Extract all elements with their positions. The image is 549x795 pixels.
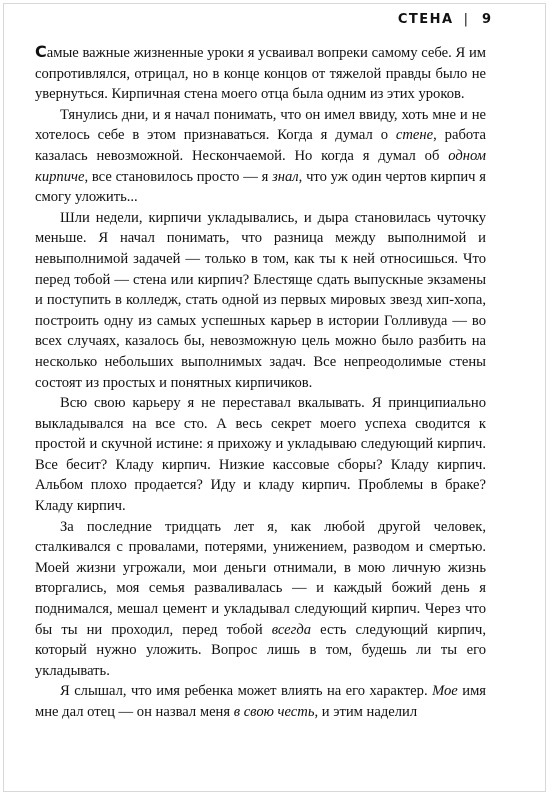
text-run: есть следующий кирпич, который нужно уложить. Вопрос лишь в том, будешь ли ты его укладывать. [35,621,486,679]
paragraph [35,208,486,393]
text-run: , что уж один чертов кирпич я смогу уложить... [35,168,487,206]
emphasis: Мое [432,683,458,700]
emphasis: в свою честь [233,704,315,720]
emphasis: знал [272,168,299,185]
text-run: , и этим наделил [314,704,418,720]
text-run: Всю свою карьеру я не переставал вкалывать. Я принципиально выкладывался на все сто. А весь секрет моего успеха сводится к простой и скучной истине: я прихожу и укладываю следующий кирпич. Все бесит? Кладу кирпич. Низкие кассовые сборы? Кладу кирпич. Альбом плохо продается? Иду и кладу кирпич. Проблемы в браке? Кладу кирпич. [35,395,486,515]
text-run: За последние тридцать лет я, как любой другой человек, сталкивался с провалами, потерями, унижением, разводом и смертью. Моей жизни угрожали, мои деньги отнимали, в мою личную жизнь вторгались, моя семья разваливалась — и каждый божий день я поднимался, мешал цемент и укладывал следующий кирпич. Через что бы ты ни проходил, перед тобой [35,518,486,638]
emphasis: одном кирпиче [35,147,486,185]
emphasis: всегда [271,621,312,638]
text-run: , работа казалась невозможной. Нескончаемой. Но когда я думал об [35,127,487,164]
body-text [35,42,486,723]
paragraph [35,105,486,208]
text-run: Шли недели, кирпичи укладывались, и дыра становилась чуточку меньше. Я начал понимать, что разница между выполнимой и невыполнимой задачей — только в том, как ты к ней относишься. Что перед тобой — стена или кирпич? Блестяще сдать выпускные экзамены и поступить в колледж, стать одной из первых мировых звезд хип-хопа, построить одну из самых успешных карьер в истории Голливуда — во всех случаях, казалось бы, невозможную цель можно было разбить на несколько небольших выполнимых задач. Все непреодолимые стены состоят из простых и понятных кирпичиков. [35,209,486,391]
text-run: Я слышал, что имя ребенка может влиять на его характер. [60,683,433,700]
paragraph [35,393,486,517]
paragraph [35,517,486,682]
drop-cap: С [35,42,47,61]
running-header [398,12,491,27]
page-number: 9 [481,12,491,27]
text-run: Тянулись дни, и я начал понимать, что он имел ввиду, хоть мне и не хотелось себе в этом признаваться. Когда я думал о [35,106,486,144]
chapter-title: СТЕНА [397,12,454,27]
text-run: , все становилось просто — я [84,168,273,185]
text-run: амые важные жизненные уроки я усваивал вопреки самому себе. Я им сопротивлялся, отрицал, но в конце концов от тяжелой правды было не увернуться. Кирпичная стена моего отца была одним из этих уроков. [35,45,486,103]
paragraph [35,681,486,722]
header-separator: | [463,12,468,27]
paragraph [35,42,486,105]
emphasis: стене [395,127,434,144]
text-run: имя мне дал отец — он назвал меня [35,683,487,720]
